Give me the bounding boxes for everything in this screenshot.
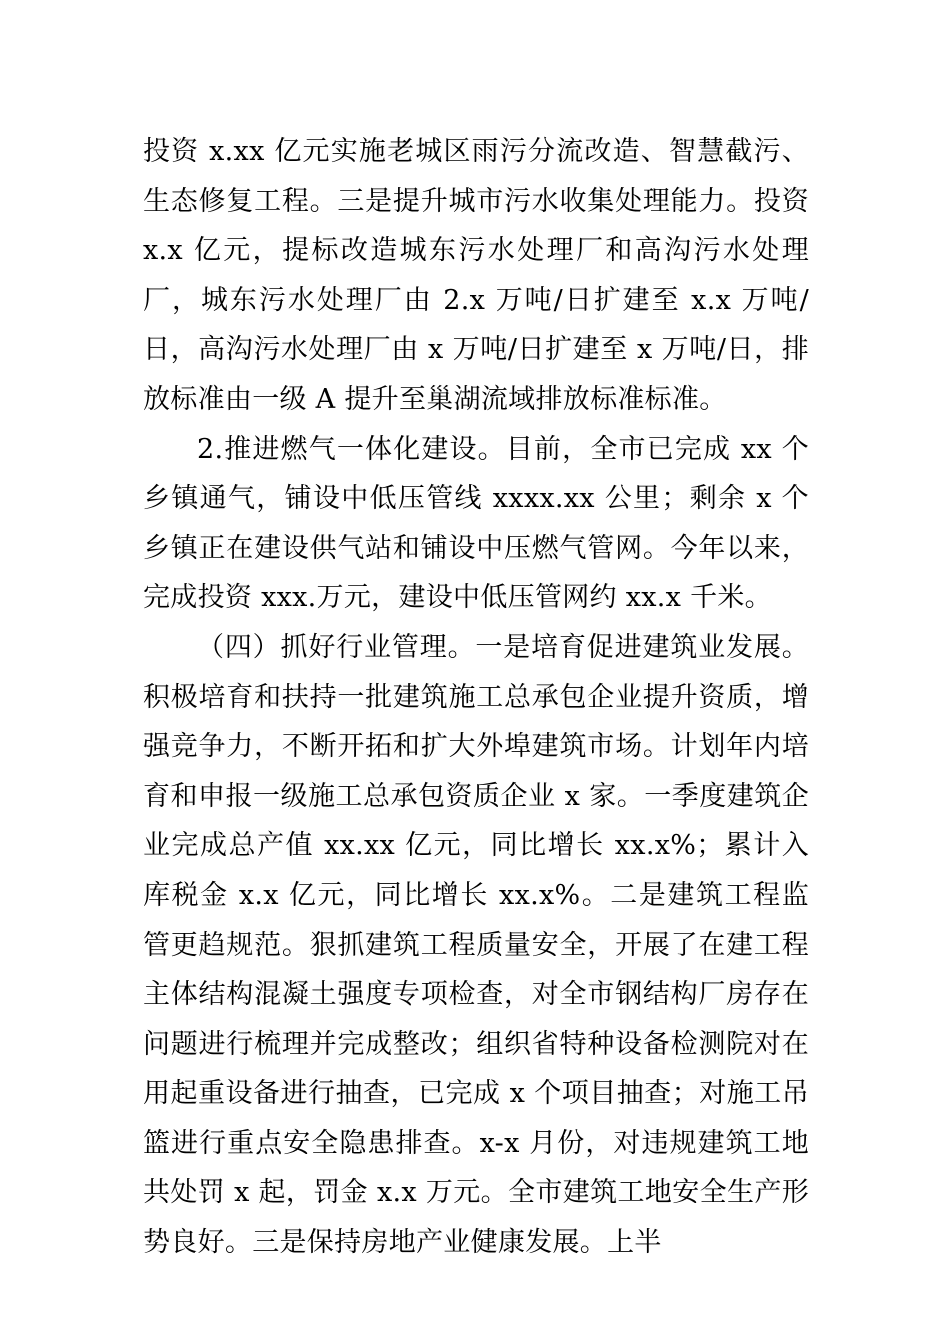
paragraph-continued: 投资 x.xx 亿元实施老城区雨污分流改造、智慧截污、生态修复工程。三是提升城市污水收集处理能力。投资 x.x 亿元，提标改造城东污水处理厂和高沟污水处理厂，城东污水处理厂由 2.x 万吨/日扩建至 x.x 万吨/日，高沟污水处理厂由 x 万吨/日扩建至 x 万吨/日，排放标准由一级 A 提升至巢湖流域排放标准标准。	[143, 136, 809, 415]
paragraph-industry-management: （四）抓好行业管理。一是培育促进建筑业发展。积极培育和扶持一批建筑施工总承包企业提升资质，增强竞争力，不断开拓和扩大外埠建筑市场。计划年内培育和申报一级施工总承包资质企业 x 家。一季度建筑企业完成总产值 xx.xx 亿元，同比增长 xx.x%；累计入库税金 x.x 亿元，同比增长 xx.x%。二是建筑工程监管更趋规范。狠抓建筑工程质量安全，开展了在建工程主体结构混凝土强度专项检查，对全市钢结构厂房存在问题进行梳理并完成整改；组织省特种设备检测院对在用起重设备进行抽查，已完成 x 个项目抽查；对施工吊篮进行重点安全隐患排查。x-x 月份，对违规建筑工地共处罚 x 起，罚金 x.x 万元。全市建筑工地安全生产形势良好。三是保持房地产业健康发展。上半	[143, 631, 809, 1259]
document-body	[143, 127, 809, 1268]
paragraph-gas-integration: 2.推进燃气一体化建设。目前，全市已完成 xx 个乡镇通气，铺设中低压管线 xxxx.xx 公里；剩余 x 个乡镇正在建设供气站和铺设中压燃气管网。今年以来，完成投资 xxx.万元，建设中低压管网约 xx.x 千米。	[143, 433, 809, 614]
